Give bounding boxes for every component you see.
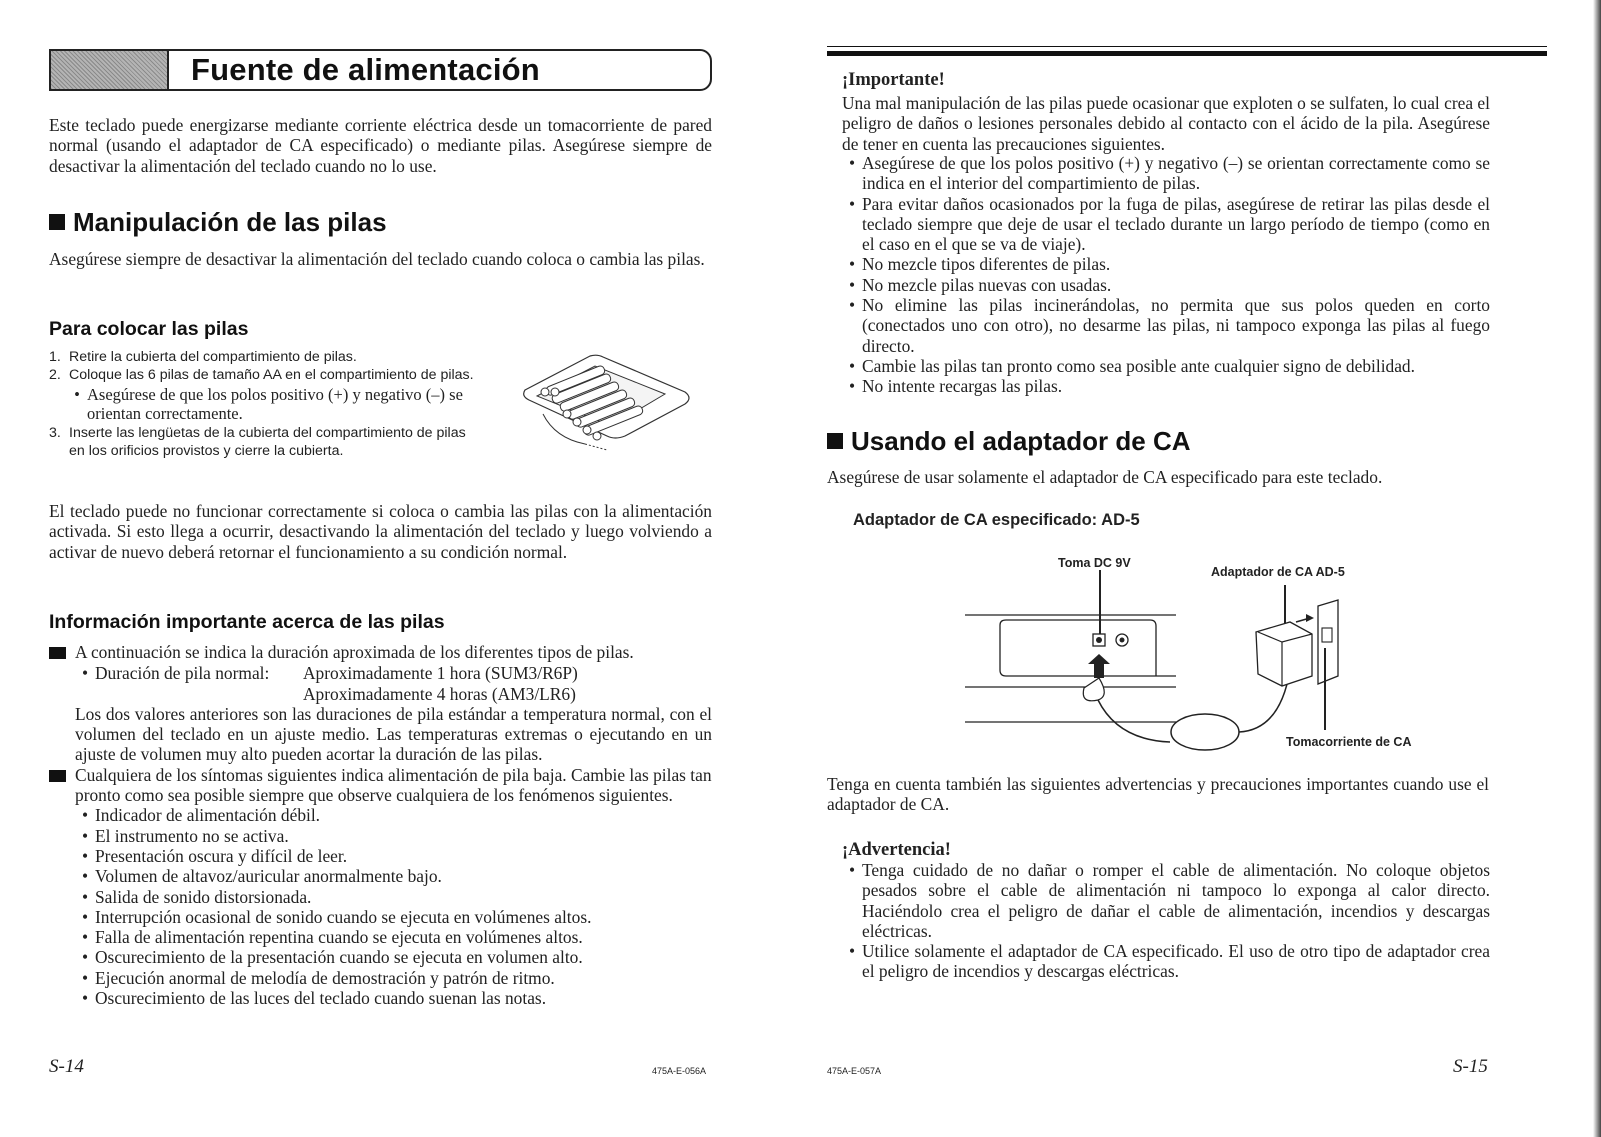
bullet-dot-icon: • — [81, 805, 89, 826]
section-heading-adapter — [827, 426, 1191, 457]
bullet-text: Asegúrese de que los polos positivo (+) y negativo (–) se orientan correctamente como se indica en el interior del compartimiento de pilas. — [862, 153, 1490, 194]
bullet-dot-icon: • — [848, 274, 856, 295]
bullet-item — [75, 805, 712, 825]
bullet-dot-icon: • — [81, 906, 89, 927]
title-banner — [49, 49, 712, 91]
adapter-spec: Adaptador de CA especificado: AD-5 — [853, 511, 1140, 529]
bullet-text: El instrumento no se activa. — [95, 825, 289, 846]
battery-info-list — [49, 642, 712, 1008]
bullet-dot-icon: • — [81, 947, 89, 968]
label-dc-jack: Toma DC 9V — [1058, 556, 1131, 570]
bullet-dot-icon: • — [81, 845, 89, 866]
bullet-dot-icon: • — [81, 927, 89, 948]
bullet-item — [75, 846, 712, 866]
black-square-icon — [49, 214, 65, 230]
step-number: 3. — [49, 424, 61, 441]
bullet-text: No mezcle tipos diferentes de pilas. — [862, 254, 1111, 275]
bullet-dot-icon: • — [848, 153, 856, 173]
duration-value: Aproximadamente 1 hora (SUM3/R6P) — [303, 663, 578, 684]
bullet-dot-icon: • — [81, 967, 89, 988]
info-item-text: A continuación se indica la duración aproximada de los diferentes tipos de pilas. — [75, 642, 634, 662]
important-heading: ¡Importante! — [842, 70, 945, 90]
warning-bullets — [842, 860, 1490, 982]
bullet-text: Oscurecimiento de la presentación cuando se ejecuta en volumen alto. — [95, 947, 583, 968]
bullet-text: Falla de alimentación repentina cuando se ejecuta en volúmenes altos. — [95, 927, 583, 948]
bullet-text: Utilice solamente el adaptador de CA especificado. El uso de otro tipo de adaptador crea el peligro de incendios y descargas eléctricas. — [862, 941, 1490, 982]
bullet-item — [75, 947, 712, 967]
bullet-text: Indicador de alimentación débil. — [95, 805, 321, 826]
black-square-icon — [49, 765, 75, 806]
bullet-text: No mezcle pilas nuevas con usadas. — [862, 274, 1112, 295]
battery-compartment-illustration — [515, 352, 700, 460]
bullet-text: No elimine las pilas incinerándolas, no permita que sus polos queden en corto (conectados uno con otro), no desarme las pilas, ni tampoco exponga las pilas al fuego directo. — [862, 295, 1490, 356]
document-code: 475A-E-057A — [827, 1066, 882, 1076]
step-text: Retire la cubierta del compartimiento de pilas. — [69, 349, 357, 365]
step-bullet-text: Asegúrese de que los polos positivo (+) y negativo (–) se orientan correctamente. — [87, 384, 463, 424]
duration-label: Duración de pila normal: — [95, 663, 270, 684]
step-number: 2. — [49, 367, 61, 384]
important-paragraph: Una mal manipulación de las pilas puede ocasionar que exploten o se sulfaten, lo cual crea el peligro de daños o lesiones personales debido al contacto con el ácido de la pila. Asegúrese de tener en cuenta las precauciones siguientes. — [842, 93, 1490, 154]
bullet-text: Ejecución anormal de melodía de demostración y patrón de ritmo. — [95, 967, 555, 988]
bullet-text: Salida de sonido distorsionada. — [95, 886, 312, 907]
bullet-dot-icon: • — [848, 254, 856, 275]
bullet-dot-icon: • — [81, 825, 89, 846]
bullet-dot-icon: • — [848, 376, 856, 397]
duration-row — [49, 663, 712, 683]
top-rule-thin — [827, 46, 1547, 47]
bullet-item — [75, 968, 712, 988]
left-page — [0, 0, 790, 1137]
bullet-item — [842, 275, 1490, 295]
symptoms-list — [49, 805, 712, 1008]
step-bullet — [49, 385, 479, 424]
bullet-text: Presentación oscura y difícil de leer. — [95, 845, 348, 866]
bullet-item — [75, 988, 712, 1008]
bullet-item — [842, 254, 1490, 274]
bullet-item — [75, 887, 712, 907]
install-steps-list — [49, 348, 479, 461]
bullet-item — [842, 194, 1490, 255]
intro-paragraph: Este teclado puede energizarse mediante corriente eléctrica desde un tomacorriente de pared normal (usando el adaptador de CA especificado) o mediante pilas. Asegúrese siempre de desactivar la alimentación del teclado cuando no lo use. — [49, 115, 712, 176]
step-text: Coloque las 6 pilas de tamaño AA en el compartimiento de pilas. — [69, 367, 474, 384]
label-adapter: Adaptador de CA AD-5 — [1211, 565, 1345, 579]
right-page — [790, 0, 1601, 1137]
step-item — [49, 348, 479, 366]
bullet-text: Oscurecimiento de las luces del teclado cuando suenan las notas. — [95, 988, 547, 1009]
bullet-item — [842, 295, 1490, 356]
bullet-item — [842, 376, 1490, 396]
step-number: 1. — [49, 349, 61, 365]
bullet-item — [75, 866, 712, 886]
page-edge-shadow — [1593, 0, 1601, 1137]
duration-note: Los dos valores anteriores son las duraciones de pila estándar a temperatura normal, con el volumen del teclado en un ajuste medio. Las temperaturas extremas o ejecutando en un ajuste de volumen muy alto pueden acortar la duración de las pilas. — [75, 703, 712, 765]
top-rule-thick — [827, 51, 1547, 56]
section-heading-text: Usando el adaptador de CA — [851, 426, 1191, 456]
section-heading-text: Manipulación de las pilas — [73, 207, 387, 237]
bullet-text: Volumen de altavoz/auricular anormalmente bajo. — [95, 866, 442, 887]
info-item-text: Cualquiera de los síntomas siguientes indica alimentación de pila baja. Cambie las pilas tan pronto como sea posible siempre que observe cualquiera de los fenómenos siguientes. — [75, 764, 712, 806]
bullet-text: No intente recargas las pilas. — [862, 376, 1063, 397]
warning-heading: ¡Advertencia! — [842, 840, 951, 860]
batteries-warning-paragraph: El teclado puede no funcionar correctamente si coloca o cambia las pilas con la alimentación activada. Si esto llega a ocurrir, desactivando la alimentación del teclado y luego volviendo a activar de nuevo deberá retornar el funcionamiento a su condición normal. — [49, 501, 712, 562]
bullet-item — [75, 826, 712, 846]
info-item — [49, 765, 712, 806]
bullet-item — [75, 927, 712, 947]
important-bullets — [842, 153, 1490, 397]
title-shade-block — [51, 51, 169, 89]
bullet-item — [842, 153, 1490, 194]
bullet-item — [842, 860, 1490, 941]
page-number: S-15 — [1453, 1056, 1488, 1077]
bullet-text: Cambie las pilas tan pronto como sea posible ante cualquier signo de debilidad. — [862, 355, 1415, 376]
bullet-dot-icon: • — [848, 295, 856, 316]
step-item — [49, 424, 479, 461]
page-number: S-14 — [49, 1056, 84, 1077]
adapter-note-paragraph: Tenga en cuenta también las siguientes advertencias y precauciones importantes cuando use el adaptador de CA. — [827, 774, 1489, 815]
bullet-dot-icon: • — [74, 384, 80, 404]
step-text: Inserte las lengüetas de la cubierta del compartimiento de pilas en los orificios provistos y cierre la cubierta. — [69, 424, 466, 460]
info-item — [49, 642, 712, 663]
bullet-item — [842, 356, 1490, 376]
document-code: 475A-E-056A — [652, 1066, 707, 1076]
black-square-icon — [827, 433, 843, 449]
bullet-dot-icon: • — [848, 193, 856, 214]
bullet-dot-icon: • — [81, 866, 89, 887]
bullet-dot-icon: • — [81, 886, 89, 907]
adapter-paragraph: Asegúrese de usar solamente el adaptador de CA especificado para este teclado. — [827, 467, 1383, 487]
bullet-item — [75, 907, 712, 927]
bullet-dot-icon: • — [848, 355, 856, 376]
bullet-text: Tenga cuidado de no dañar o romper el cable de alimentación. No coloque objetos pesados sobre el cable de alimentación ni tampoco lo exponga al calor directo. Haciéndolo crea el peligro de dañar el cable de alimentación, incendios y descargas eléctricas. — [862, 860, 1490, 941]
subheading-battery-info: Información importante acerca de las pilas — [49, 611, 445, 633]
duration-value-2: Aproximadamente 4 horas (AM3/LR6) — [303, 683, 576, 704]
page-title: Fuente de alimentación — [191, 52, 540, 87]
bullet-dot-icon: • — [81, 663, 89, 684]
bullet-text: Para evitar daños ocasionados por la fuga de pilas, asegúrese de retirar las pilas desde el teclado siempre que deje de usar el teclado durante un largo período de tiempo (como en el caso en el que se va de viaje). — [862, 193, 1490, 255]
section-heading-batteries — [49, 207, 387, 238]
bullet-text: Interrupción ocasional de sonido cuando se ejecuta en volúmenes altos. — [95, 906, 592, 927]
bullet-dot-icon: • — [81, 988, 89, 1009]
black-square-icon — [49, 642, 75, 663]
batteries-paragraph: Asegúrese siempre de desactivar la alimentación del teclado cuando coloca o cambia las pilas. — [49, 249, 705, 269]
bullet-dot-icon: • — [848, 860, 856, 880]
bullet-item — [842, 941, 1490, 982]
label-outlet: Tomacorriente de CA — [1286, 735, 1412, 749]
subheading-install-batteries: Para colocar las pilas — [49, 318, 249, 340]
step-item — [49, 366, 479, 384]
bullet-dot-icon: • — [848, 941, 856, 962]
